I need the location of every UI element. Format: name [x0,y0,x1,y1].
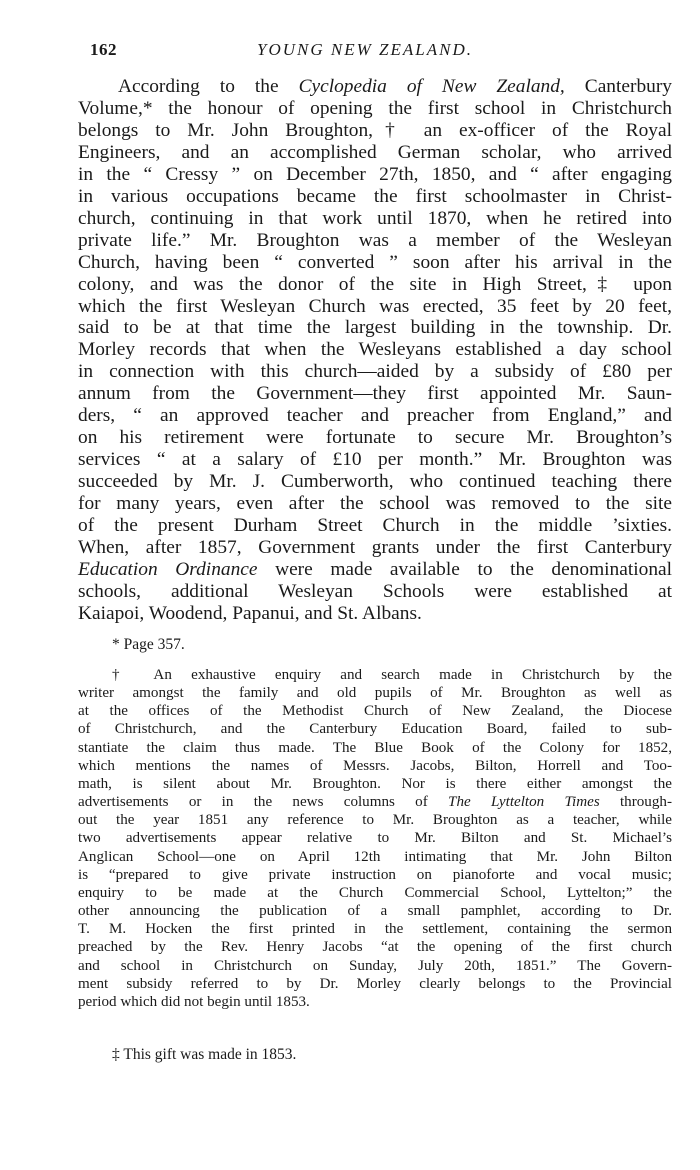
body-line: succeeded by Mr. J. Cumberworth, who continued teaching there [78,471,672,493]
body-line: colony, and was the donor of the site in High Street,‡ upon [78,273,672,295]
footnote-line: enquiry to be made at the Church Commercial School, Lyttelton;” the [78,884,672,901]
body-line: said to be at that time the largest building in the township. Dr. [78,317,672,339]
body-line: ders, “ an approved teacher and preacher from England,” and [78,405,672,427]
footnote-line: writer amongst the family and old pupils of Mr. Broughton as well as [78,685,672,702]
body-line: According to the Cyclopedia of New Zealand, Canterbury [118,76,672,97]
body-line: Morley records that when the Wesleyans established a day school [78,339,672,361]
footnote-line: preached by the Rev. Henry Jacobs “at the opening of the first church [78,939,672,956]
page-number: 162 [90,40,117,59]
body-line: in various occupations became the first schoolmaster in Christ- [78,185,672,207]
footnote-star: * Page 357. [112,636,185,653]
body-line: When, after 1857, Government grants under the first Canterbury [78,537,672,559]
body-line: of the present Durham Street Church in the middle ’sixties. [78,515,672,537]
footnote-line: Anglican School—one on April 12th intimating that Mr. John Bilton [78,848,672,865]
footnote-line: at the offices of the Methodist Church of New Zealand, the Diocese [78,703,672,720]
footnote-line: † An exhaustive enquiry and search made in Christchurch by the [112,667,672,683]
body-line: on his retirement were fortunate to secure Mr. Broughton’s [78,427,672,449]
footnote-line: other announcing the publication of a small pamphlet, according to Dr. [78,903,672,920]
footnote-line: out the year 1851 any reference to Mr. Broughton as a teacher, while [78,812,672,829]
body-line: church, continuing in that work until 1870, when he retired into [78,207,672,229]
footnote-line: which mentions the names of Messrs. Jacobs, Bilton, Horrell and Too- [78,757,672,774]
footnote-dagger [78,666,672,1011]
footnote-line: period which did not begin until 1853. [78,993,310,1010]
footnote-line: and school in Christchurch on Sunday, July 20th, 1851.” The Govern- [78,957,672,974]
body-line: Engineers, and an accomplished German scholar, who arrived [78,141,672,163]
body-line: Church, having been “ converted ” soon after his arrival in the [78,251,672,273]
body-line: Kaiapoi, Woodend, Papanui, and St. Albans. [78,602,422,624]
body-line: schools, additional Wesleyan Schools were established at [78,580,672,602]
footnote-line: of Christchurch, and the Canterbury Education Board, failed to sub- [78,721,672,738]
body-line: services “ at a salary of £10 per month.” Mr. Broughton was [78,449,672,471]
footnote-line: ment subsidy referred to by Dr. Morley clearly belongs to the Provincial [78,975,672,992]
running-head: YOUNG NEW ZEALAND. [257,40,473,59]
body-line: for many years, even after the school was removed to the site [78,493,672,515]
main-paragraph [78,76,672,625]
body-line: Education Ordinance were made available to the denominational [78,558,673,580]
page-header [90,40,600,66]
body-line: annum from the Government—they first appointed Mr. Saun- [78,383,672,405]
footnote-double-dagger: ‡ This gift was made in 1853. [112,1046,297,1063]
body-line: in connection with this church—aided by a subsidy of £80 per [78,361,672,383]
body-line: which the first Wesleyan Church was erected, 35 feet by 20 feet, [78,295,672,317]
body-line: in the “ Cressy ” on December 27th, 1850, and “ after engaging [78,163,672,185]
footnote-line: is “prepared to give private instruction on pianoforte and vocal music; [78,866,672,883]
body-line: belongs to Mr. John Broughton,† an ex-officer of the Royal [78,119,672,141]
footnote-line: stantiate the claim thus made. The Blue Book of the Colony for 1852, [78,739,672,756]
footnote-line: T. M. Hocken the first printed in the settlement, containing the sermon [78,921,672,938]
footnote-line: advertisements or in the news columns of The Lyttelton Times through- [78,794,672,811]
body-line: Volume,* the honour of opening the first school in Christchurch [78,97,672,119]
footnote-line: two advertisements appear relative to Mr. Bilton and St. Michael’s [78,830,672,847]
footnote-line: math, is silent about Mr. Broughton. Nor is there either amongst the [78,775,672,792]
body-line: private life.” Mr. Broughton was a member of the Wesleyan [78,229,672,251]
